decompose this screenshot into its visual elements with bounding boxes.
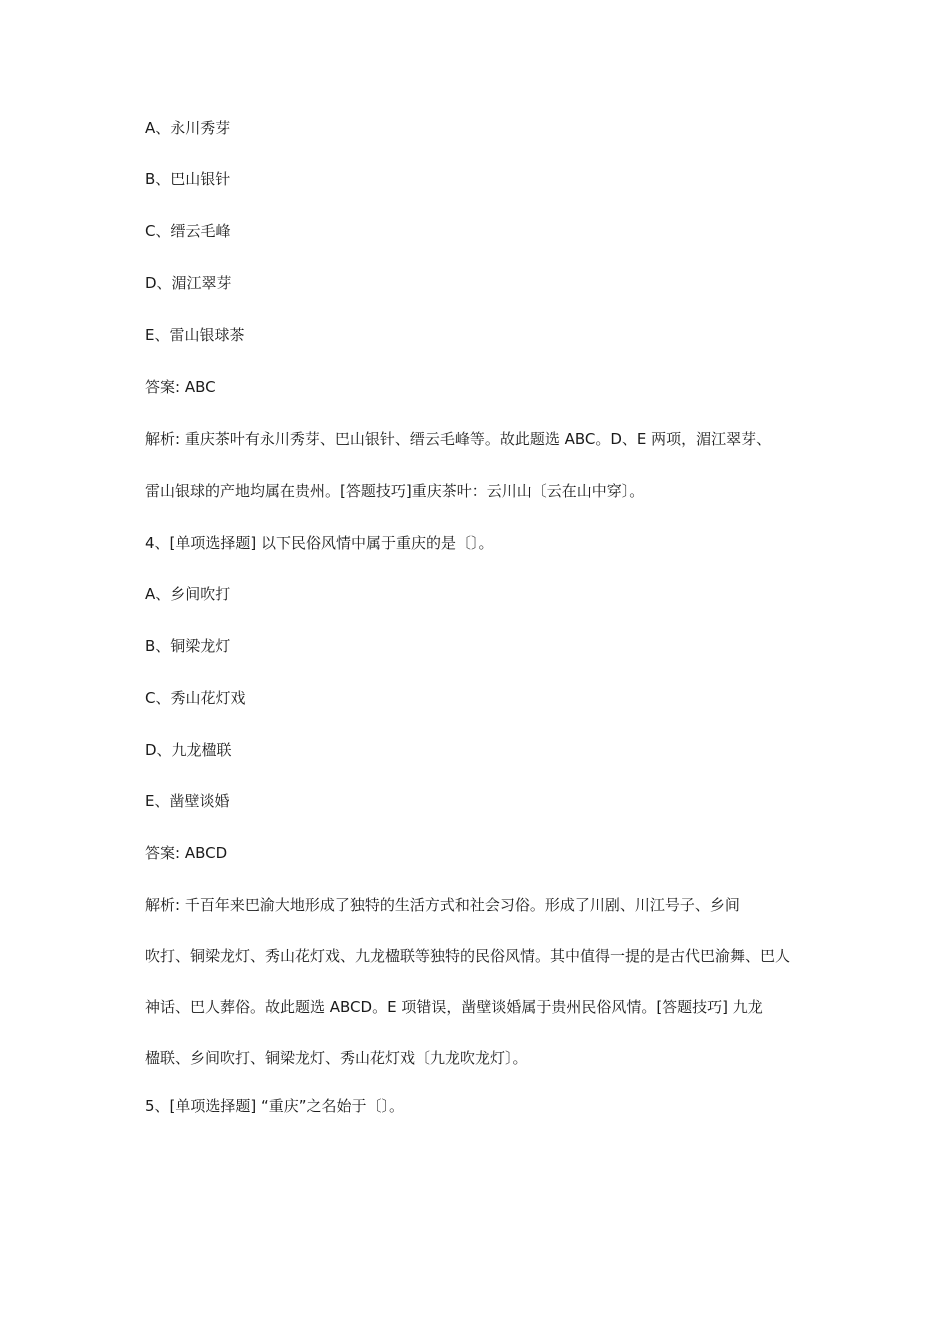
q3-option-a: A、永川秀芽 <box>145 119 231 137</box>
q3-option-c: C、缙云毛峰 <box>145 222 231 240</box>
q4-analysis-line-4: 楹联、乡间吹打、铜梁龙灯、秀山花灯戏〔九龙吹龙灯〕。 <box>145 1049 528 1067</box>
q4-option-b: B、铜梁龙灯 <box>145 637 231 655</box>
q4-option-c: C、秀山花灯戏 <box>145 689 246 707</box>
q4-analysis-line-2: 吹打、铜梁龙灯、秀山花灯戏、九龙楹联等独特的民俗风情。其中值得一提的是古代巴渝舞、巴人 <box>145 947 791 965</box>
q5-question: 5、[单项选择题] “重庆”之名始于〔〕。 <box>145 1097 405 1115</box>
q4-option-d: D、九龙楹联 <box>145 741 232 759</box>
q3-analysis-line-2: 雷山银球的产地均属在贵州。[答题技巧]重庆茶叶：云川山〔云在山中穿〕。 <box>145 482 645 500</box>
q4-analysis-line-1: 解析: 千百年来巴渝大地形成了独特的生活方式和社会习俗。形成了川剧、川江号子、乡间 <box>145 896 740 914</box>
q3-option-b: B、巴山银针 <box>145 170 231 188</box>
q3-answer: 答案: ABC <box>145 378 216 396</box>
q4-option-a: A、乡间吹打 <box>145 585 231 603</box>
q4-analysis-line-3: 神话、巴人葬俗。故此题选 ABCD。E 项错误，凿壁谈婚属于贵州民俗风情。[答题技巧] 九龙 <box>145 998 763 1016</box>
q4-question: 4、[单项选择题] 以下民俗风情中属于重庆的是〔〕。 <box>145 534 494 552</box>
q4-answer: 答案: ABCD <box>145 844 228 862</box>
q4-option-e: E、凿壁谈婚 <box>145 792 230 810</box>
q3-option-e: E、雷山银球茶 <box>145 326 245 344</box>
q3-analysis-line-1: 解析: 重庆茶叶有永川秀芽、巴山银针、缙云毛峰等。故此题选 ABC。D、E 两项，湄江翠芽、 <box>145 430 772 448</box>
q3-option-d: D、湄江翠芽 <box>145 274 232 292</box>
